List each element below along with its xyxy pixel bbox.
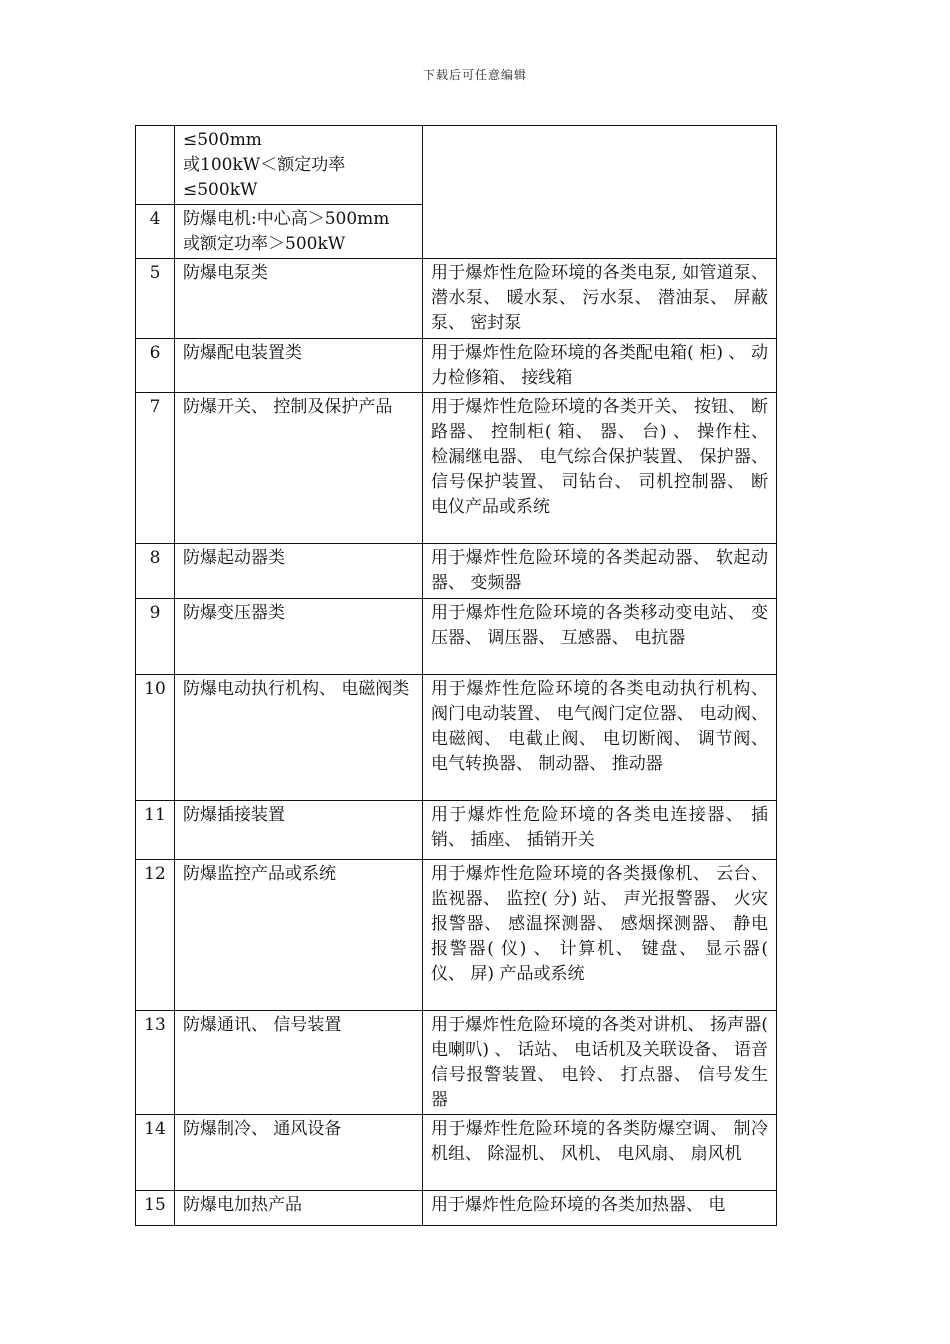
table-row xyxy=(136,801,777,860)
table-row xyxy=(136,126,777,205)
product-name: 防爆制冷、 通风设备 xyxy=(175,1115,423,1191)
product-name: 防爆电加热产品 xyxy=(175,1191,423,1226)
product-name: 防爆插接装置 xyxy=(175,801,423,860)
row-number: 13 xyxy=(136,1011,175,1115)
product-description: 用于爆炸性危险环境的各类摄像机、 云台、 监视器、 监控( 分) 站、 声光报警器、 火灾报警器、 感温探测器、 感烟探测器、 静电报警器( 仪) 、 计算机、 键盘、 显示器( 仪、 屏) 产品或系统 xyxy=(423,860,777,1011)
row-number: 5 xyxy=(136,259,175,339)
product-name: 防爆电动执行机构、 电磁阀类 xyxy=(175,675,423,801)
row-number xyxy=(136,126,175,205)
row-number: 14 xyxy=(136,1115,175,1191)
table-row xyxy=(136,675,777,801)
row-number: 6 xyxy=(136,339,175,393)
table-row xyxy=(136,1011,777,1115)
product-description: 用于爆炸性危险环境的各类起动器、 软起动器、 变频器 xyxy=(423,544,777,599)
product-name: 防爆起动器类 xyxy=(175,544,423,599)
row-number: 7 xyxy=(136,393,175,544)
table-row xyxy=(136,860,777,1011)
row-number: 8 xyxy=(136,544,175,599)
table-row xyxy=(136,393,777,544)
table-row xyxy=(136,544,777,599)
page-header: 下载后可任意编辑 xyxy=(422,68,527,82)
product-description xyxy=(423,126,777,259)
product-name: 防爆通讯、 信号装置 xyxy=(175,1011,423,1115)
row-number: 12 xyxy=(136,860,175,1011)
table-row xyxy=(136,259,777,339)
product-description: 用于爆炸性危险环境的各类加热器、 电 xyxy=(423,1191,777,1226)
row-number: 9 xyxy=(136,599,175,675)
table-row xyxy=(136,599,777,675)
product-description: 用于爆炸性危险环境的各类移动变电站、 变压器、 调压器、 互感器、 电抗器 xyxy=(423,599,777,675)
table-row xyxy=(136,1191,777,1226)
product-name: 防爆电机:中心高＞500mm 或额定功率＞500kW xyxy=(175,205,423,259)
product-description: 用于爆炸性危险环境的各类电动执行机构、 阀门电动装置、 电气阀门定位器、 电动阀、 电磁阀、 电截止阀、 电切断阀、 调节阀、 电气转换器、 制动器、 推动器 xyxy=(423,675,777,801)
product-name: 防爆变压器类 xyxy=(175,599,423,675)
product-description: 用于爆炸性危险环境的各类开关、 按钮、 断路器、 控制柜( 箱、 器、 台) 、 操作柱、 检漏继电器、 电气综合保护装置、 保护器、 信号保护装置、 司钻台、 司机控制器、 断电仪产品或系统 xyxy=(423,393,777,544)
product-description: 用于爆炸性危险环境的各类电泵, 如管道泵、 潜水泵、 暖水泵、 污水泵、 潜油泵、 屏蔽泵、 密封泵 xyxy=(423,259,777,339)
product-description: 用于爆炸性危险环境的各类配电箱( 柜) 、 动力检修箱、 接线箱 xyxy=(423,339,777,393)
row-number: 11 xyxy=(136,801,175,860)
product-name: 防爆监控产品或系统 xyxy=(175,860,423,1011)
row-number: 4 xyxy=(136,205,175,259)
product-name: ≤500mm 或100kW＜额定功率 ≤500kW xyxy=(175,126,423,205)
product-description: 用于爆炸性危险环境的各类防爆空调、 制冷机组、 除湿机、 风机、 电风扇、 扇风机 xyxy=(423,1115,777,1191)
product-description: 用于爆炸性危险环境的各类对讲机、 扬声器( 电喇叭) 、 话站、 电话机及关联设备、 语音信号报警装置、 电铃、 打点器、 信号发生器 xyxy=(423,1011,777,1115)
table-row xyxy=(136,1115,777,1191)
table-row xyxy=(136,339,777,393)
row-number: 15 xyxy=(136,1191,175,1226)
product-name: 防爆电泵类 xyxy=(175,259,423,339)
product-table xyxy=(135,125,777,1226)
row-number: 10 xyxy=(136,675,175,801)
product-description: 用于爆炸性危险环境的各类电连接器、 插销、 插座、 插销开关 xyxy=(423,801,777,860)
product-name: 防爆配电装置类 xyxy=(175,339,423,393)
product-name: 防爆开关、 控制及保护产品 xyxy=(175,393,423,544)
